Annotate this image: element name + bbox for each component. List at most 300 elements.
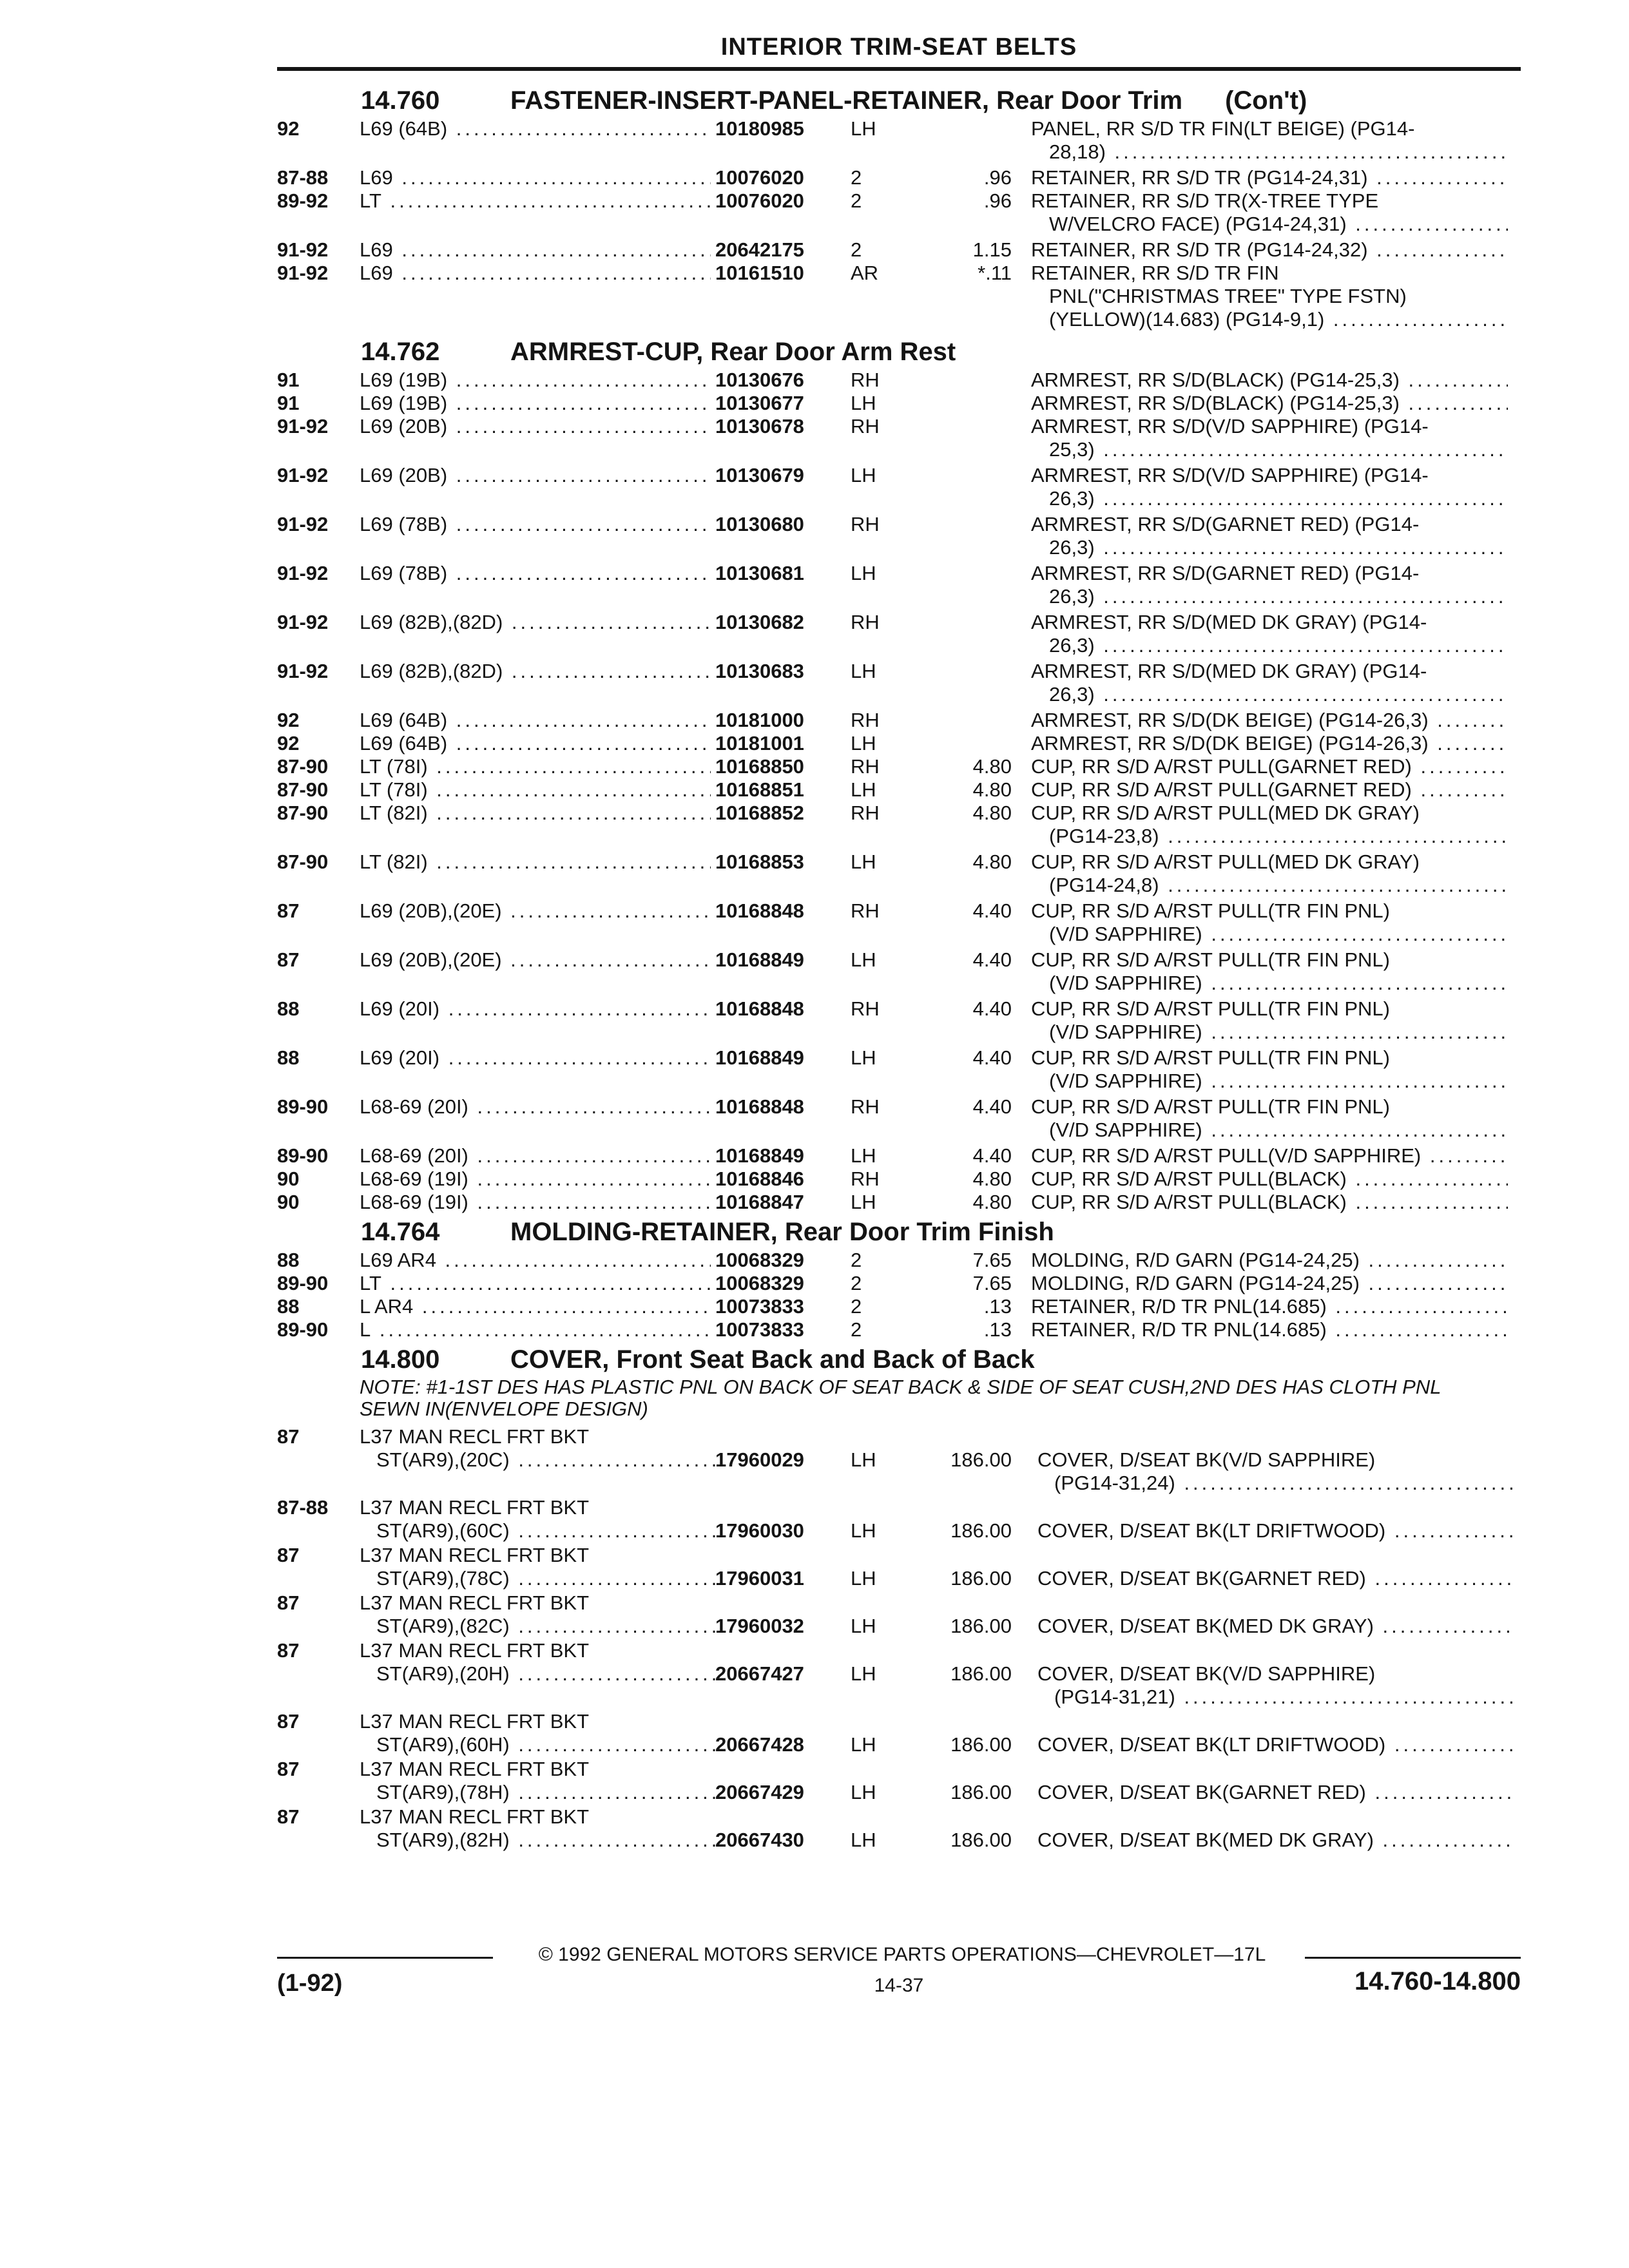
usage-line: RETAINER, RR S/D TR(X-TREE TYPE (1031, 189, 1379, 212)
part-number: 10068329 (715, 1272, 804, 1294)
part-number: 20667429 (715, 1781, 804, 1803)
usage-line: ARMREST, RR S/D(GARNET RED) (PG14- (1031, 562, 1420, 584)
model-years: 89-90 (277, 1095, 329, 1118)
part-number: 10168849 (715, 1144, 804, 1167)
page-title: INTERIOR TRIM-SEAT BELTS (720, 34, 1077, 61)
part-row (277, 189, 1521, 238)
usage-line: COVER, D/SEAT BK(MED DK GRAY) ..... (1037, 1829, 1514, 1852)
quantity-side: RH (851, 755, 880, 778)
application-description: L69 (20B) ..... (360, 464, 711, 487)
part-row (277, 562, 1521, 611)
application-line: L37 MAN RECL FRT BKT (360, 1639, 590, 1662)
usage-description (1031, 1318, 1508, 1341)
model-years: 91 (277, 392, 300, 414)
model-years: 87-90 (277, 778, 329, 801)
usage-line: 26,3) ..... (1031, 536, 1508, 559)
usage-description (1031, 660, 1508, 706)
application-description: L69 (64B) ..... (360, 732, 711, 755)
quantity-side: RH (851, 997, 880, 1020)
part-number: 10168850 (715, 755, 804, 778)
list-price: .96 (983, 166, 1012, 189)
model-years: 90 (277, 1168, 300, 1190)
list-price: 4.40 (972, 1144, 1012, 1167)
application-line: L37 MAN RECL FRT BKT (360, 1591, 590, 1614)
application-line: ST(AR9),(78H) ..... (360, 1781, 720, 1804)
part-row (277, 369, 1521, 392)
list-price: 4.80 (972, 778, 1012, 801)
model-years: 88 (277, 1249, 300, 1271)
quantity-side: RH (851, 369, 880, 391)
application-description: L68-69 (20I) ..... (360, 1095, 711, 1119)
model-years: 91-92 (277, 415, 329, 437)
part-row (277, 1710, 1521, 1758)
application-line: L37 MAN RECL FRT BKT (360, 1805, 590, 1828)
usage-description (1031, 611, 1508, 657)
usage-line: PNL("CHRISTMAS TREE" TYPE FSTN) (1049, 285, 1407, 307)
application-line: ST(AR9),(20H) ..... (360, 1662, 720, 1686)
application-description (360, 1805, 720, 1852)
application-description: L68-69 (19I) ..... (360, 1191, 711, 1214)
usage-line: RETAINER, R/D TR PNL(14.685) ..... (1031, 1295, 1508, 1318)
model-years: 87 (277, 1591, 300, 1614)
quantity-side: LH (851, 1781, 876, 1803)
part-row (277, 1295, 1521, 1318)
model-years: 88 (277, 997, 300, 1020)
part-number: 10130681 (715, 562, 804, 584)
usage-description (1031, 755, 1508, 778)
part-number: 10130676 (715, 369, 804, 391)
application-description (360, 1710, 720, 1756)
part-number: 10130678 (715, 415, 804, 437)
part-number: 10168848 (715, 997, 804, 1020)
usage-line: CUP, RR S/D A/RST PULL(TR FIN PNL) (1031, 997, 1390, 1020)
application-line: ST(AR9),(82H) ..... (360, 1829, 720, 1852)
usage-description (1031, 709, 1508, 732)
usage-description (1037, 1733, 1514, 1756)
model-years: 89-90 (277, 1272, 329, 1294)
list-price: 4.80 (972, 755, 1012, 778)
section-note: NOTE: #1-1ST DES HAS PLASTIC PNL ON BACK OF SEAT BACK & SIDE OF SEAT CUSH,2ND DES HAS CLOTH PNL SEWN IN(ENVELOPE DESIGN) (360, 1376, 1441, 1420)
usage-description (1031, 562, 1508, 608)
list-price: 186.00 (950, 1567, 1012, 1590)
usage-line: ARMREST, RR S/D(MED DK GRAY) (PG14- (1031, 660, 1427, 682)
quantity-side: LH (851, 1191, 876, 1213)
header-rule (277, 67, 1521, 71)
application-description: L69 ..... (360, 166, 711, 189)
model-years: 87-88 (277, 1496, 329, 1519)
quantity-side: RH (851, 1168, 880, 1190)
part-row (277, 899, 1521, 948)
part-row (277, 117, 1521, 166)
model-years: 87-90 (277, 850, 329, 873)
usage-description (1031, 513, 1508, 559)
usage-line: RETAINER, RR S/D TR (PG14-24,31) ..... (1031, 166, 1508, 189)
part-row (277, 1272, 1521, 1295)
list-price: .13 (983, 1295, 1012, 1318)
application-description: LT ..... (360, 189, 711, 213)
usage-line: 25,3) ..... (1031, 438, 1508, 461)
quantity-side: LH (851, 1662, 876, 1685)
part-row (277, 464, 1521, 513)
part-row (277, 1144, 1521, 1168)
application-description: L69 (82B),(82D) ..... (360, 611, 711, 634)
part-number: 10180985 (715, 117, 804, 140)
application-description (360, 1544, 720, 1590)
application-description: L69 (20I) ..... (360, 997, 711, 1021)
section-heading (277, 335, 1521, 369)
part-row (277, 1758, 1521, 1805)
application-description (360, 1758, 720, 1804)
part-row (277, 166, 1521, 189)
usage-description (1031, 464, 1508, 510)
usage-line: 26,3) ..... (1031, 585, 1508, 608)
usage-line: CUP, RR S/D A/RST PULL(V/D SAPPHIRE) ..... (1031, 1144, 1508, 1168)
part-row (277, 392, 1521, 415)
list-price: 7.65 (972, 1249, 1012, 1271)
usage-line: CUP, RR S/D A/RST PULL(BLACK) ..... (1031, 1168, 1508, 1191)
section-number: 14.762 (361, 338, 440, 366)
footer-rule-left (277, 1957, 493, 1959)
model-years: 91-92 (277, 611, 329, 633)
part-number: 20667430 (715, 1829, 804, 1851)
catalog-content (277, 82, 1521, 1853)
part-number: 10168849 (715, 1046, 804, 1069)
usage-description (1031, 899, 1508, 946)
section-heading (277, 1215, 1521, 1249)
part-number: 20667428 (715, 1733, 804, 1756)
part-number: 10130680 (715, 513, 804, 535)
quantity-side: LH (851, 1733, 876, 1756)
usage-line: CUP, RR S/D A/RST PULL(GARNET RED) ..... (1031, 778, 1508, 802)
quantity-side: 2 (851, 1295, 862, 1318)
list-price: 7.65 (972, 1272, 1012, 1294)
quantity-side: 2 (851, 189, 862, 212)
model-years: 87-88 (277, 166, 329, 189)
quantity-side: LH (851, 1519, 876, 1542)
usage-line: (V/D SAPPHIRE) ..... (1031, 1021, 1508, 1044)
publication-date: (1-92) (277, 1970, 343, 1997)
usage-line: 26,3) ..... (1031, 683, 1508, 706)
part-row (277, 1168, 1521, 1191)
application-description: L68-69 (19I) ..... (360, 1168, 711, 1191)
part-row (277, 262, 1521, 334)
part-row (277, 850, 1521, 899)
application-description: L69 AR4 ..... (360, 1249, 711, 1272)
usage-description (1037, 1519, 1514, 1542)
usage-line: 26,3) ..... (1031, 487, 1508, 510)
application-description: L69 ..... (360, 262, 711, 285)
usage-description (1031, 1095, 1508, 1142)
model-years: 87 (277, 1544, 300, 1566)
model-years: 89-92 (277, 189, 329, 212)
quantity-side: LH (851, 850, 876, 873)
section-number: 14.764 (361, 1218, 440, 1246)
usage-line: ARMREST, RR S/D(MED DK GRAY) (PG14- (1031, 611, 1427, 633)
quantity-side: RH (851, 415, 880, 437)
quantity-side: RH (851, 802, 880, 824)
part-number: 10130683 (715, 660, 804, 682)
usage-description (1031, 997, 1508, 1044)
part-number: 17960030 (715, 1519, 804, 1542)
quantity-side: 2 (851, 166, 862, 189)
application-description: L68-69 (20I) ..... (360, 1144, 711, 1168)
model-years: 92 (277, 732, 300, 754)
part-row (277, 802, 1521, 850)
quantity-side: LH (851, 562, 876, 584)
application-description: L69 (82B),(82D) ..... (360, 660, 711, 683)
usage-line: W/VELCRO FACE) (PG14-24,31) ..... (1031, 213, 1508, 236)
list-price: 4.40 (972, 948, 1012, 971)
section-title-text: ARMREST-CUP, Rear Door Arm Rest (510, 338, 956, 366)
list-price: 186.00 (950, 1519, 1012, 1542)
application-description: L69 (78B) ..... (360, 562, 711, 585)
part-row (277, 1639, 1521, 1710)
part-row (277, 660, 1521, 709)
quantity-side: LH (851, 1144, 876, 1167)
part-number: 10168848 (715, 1095, 804, 1118)
list-price: 4.40 (972, 997, 1012, 1020)
quantity-side: RH (851, 1095, 880, 1118)
usage-description (1031, 802, 1508, 848)
model-years: 87 (277, 1425, 300, 1448)
quantity-side: LH (851, 464, 876, 486)
usage-line: (V/D SAPPHIRE) ..... (1031, 972, 1508, 995)
usage-line: (PG14-31,21) ..... (1037, 1686, 1514, 1709)
list-price: .96 (983, 189, 1012, 212)
part-number: 10181000 (715, 709, 804, 731)
part-row (277, 732, 1521, 755)
usage-description (1031, 1272, 1508, 1295)
quantity-side: LH (851, 948, 876, 971)
usage-description (1037, 1829, 1514, 1852)
usage-line: ARMREST, RR S/D(BLACK) (PG14-25,3) ..... (1031, 392, 1508, 415)
usage-line: ARMREST, RR S/D(BLACK) (PG14-25,3) ..... (1031, 369, 1508, 392)
application-line: ST(AR9),(60C) ..... (360, 1519, 720, 1542)
model-years: 91-92 (277, 562, 329, 584)
usage-description (1031, 415, 1508, 461)
usage-line: (PG14-24,8) ..... (1031, 874, 1508, 897)
part-number: 17960031 (715, 1567, 804, 1590)
model-years: 91-92 (277, 660, 329, 682)
list-price: 4.40 (972, 899, 1012, 922)
usage-line: 28,18) ..... (1031, 140, 1508, 164)
part-row (277, 1191, 1521, 1214)
usage-line: PANEL, RR S/D TR FIN(LT BEIGE) (PG14- (1031, 117, 1415, 140)
model-years: 87 (277, 1805, 300, 1828)
part-row (277, 1046, 1521, 1095)
model-years: 92 (277, 709, 300, 731)
application-description: L ..... (360, 1318, 711, 1341)
application-description: L69 (19B) ..... (360, 369, 711, 392)
part-row (277, 1805, 1521, 1853)
model-years: 87-90 (277, 755, 329, 778)
part-row (277, 1249, 1521, 1272)
copyright-notice: © 1992 GENERAL MOTORS SERVICE PARTS OPERATIONS—CHEVROLET—17L (538, 1944, 1266, 1965)
usage-line: CUP, RR S/D A/RST PULL(GARNET RED) ..... (1031, 755, 1508, 778)
section-title-text: COVER, Front Seat Back and Back of Back (510, 1345, 1035, 1374)
usage-line: COVER, D/SEAT BK(GARNET RED) ..... (1037, 1567, 1514, 1590)
model-years: 87 (277, 899, 300, 922)
quantity-side: LH (851, 1448, 876, 1471)
part-row (277, 948, 1521, 997)
section-number: 14.800 (361, 1345, 440, 1374)
model-years: 88 (277, 1046, 300, 1069)
part-number: 10168848 (715, 899, 804, 922)
application-line: L37 MAN RECL FRT BKT (360, 1544, 590, 1566)
list-price: 4.40 (972, 1046, 1012, 1069)
list-price: 186.00 (950, 1615, 1012, 1637)
usage-line: CUP, RR S/D A/RST PULL(TR FIN PNL) (1031, 899, 1390, 922)
usage-description (1031, 1295, 1508, 1318)
usage-line: (V/D SAPPHIRE) ..... (1031, 923, 1508, 946)
part-row (277, 755, 1521, 778)
usage-line: CUP, RR S/D A/RST PULL(TR FIN PNL) (1031, 948, 1390, 971)
usage-description (1037, 1781, 1514, 1804)
quantity-side: 2 (851, 238, 862, 261)
model-years: 87 (277, 948, 300, 971)
application-description: L69 (20B),(20E) ..... (360, 899, 711, 923)
part-row (277, 1425, 1521, 1496)
application-line: L37 MAN RECL FRT BKT (360, 1758, 590, 1780)
part-row (277, 778, 1521, 802)
footer-rule-right (1305, 1957, 1521, 1959)
part-row (277, 415, 1521, 464)
usage-line: CUP, RR S/D A/RST PULL(MED DK GRAY) (1031, 850, 1420, 873)
usage-description (1031, 189, 1508, 236)
usage-line: ARMREST, RR S/D(V/D SAPPHIRE) (PG14- (1031, 415, 1429, 437)
usage-line: RETAINER, RR S/D TR (PG14-24,32) ..... (1031, 238, 1508, 262)
model-years: 89-90 (277, 1318, 329, 1341)
part-number: 20667427 (715, 1662, 804, 1685)
list-price: 4.80 (972, 1191, 1012, 1213)
quantity-side: LH (851, 1567, 876, 1590)
application-description: L AR4 ..... (360, 1295, 711, 1318)
usage-description (1031, 392, 1508, 415)
quantity-side: RH (851, 611, 880, 633)
list-price: 186.00 (950, 1781, 1012, 1803)
list-price: 4.80 (972, 1168, 1012, 1190)
usage-description (1031, 1191, 1508, 1214)
usage-line: RETAINER, R/D TR PNL(14.685) ..... (1031, 1318, 1508, 1341)
usage-line: (V/D SAPPHIRE) ..... (1031, 1119, 1508, 1142)
quantity-side: LH (851, 660, 876, 682)
quantity-side: 2 (851, 1272, 862, 1294)
application-description: L69 (64B) ..... (360, 117, 711, 140)
part-number: 10168849 (715, 948, 804, 971)
usage-line: ARMREST, RR S/D(GARNET RED) (PG14- (1031, 513, 1420, 535)
quantity-side: LH (851, 392, 876, 414)
list-price: .13 (983, 1318, 1012, 1341)
application-description (360, 1425, 720, 1472)
part-row (277, 709, 1521, 732)
application-line: L37 MAN RECL FRT BKT (360, 1425, 590, 1448)
part-row (277, 1095, 1521, 1144)
list-price: 4.40 (972, 1095, 1012, 1118)
application-line: L37 MAN RECL FRT BKT (360, 1710, 590, 1733)
part-row (277, 513, 1521, 562)
model-years: 91 (277, 369, 300, 391)
quantity-side: LH (851, 1046, 876, 1069)
model-years: 87 (277, 1639, 300, 1662)
usage-description (1031, 262, 1508, 331)
usage-line: CUP, RR S/D A/RST PULL(TR FIN PNL) (1031, 1046, 1390, 1069)
part-row (277, 1544, 1521, 1591)
usage-line: MOLDING, R/D GARN (PG14-24,25) ..... (1031, 1272, 1508, 1295)
part-number: 20642175 (715, 238, 804, 261)
application-description: L69 (78B) ..... (360, 513, 711, 536)
page-range: 14.760-14.800 (1354, 1967, 1521, 1995)
usage-line: COVER, D/SEAT BK(V/D SAPPHIRE) (1037, 1448, 1376, 1471)
part-row (277, 997, 1521, 1046)
application-description: L69 ..... (360, 238, 711, 262)
list-price: 186.00 (950, 1448, 1012, 1471)
usage-line: CUP, RR S/D A/RST PULL(TR FIN PNL) (1031, 1095, 1390, 1118)
part-number: 10168847 (715, 1191, 804, 1213)
application-description: L69 (20B),(20E) ..... (360, 948, 711, 972)
list-price: 186.00 (950, 1829, 1012, 1851)
model-years: 90 (277, 1191, 300, 1213)
part-number: 10073833 (715, 1318, 804, 1341)
part-row (277, 1591, 1521, 1639)
part-number: 10168853 (715, 850, 804, 873)
usage-description (1031, 1046, 1508, 1093)
usage-line: ARMREST, RR S/D(DK BEIGE) (PG14-26,3) ..... (1031, 709, 1508, 732)
part-row (277, 238, 1521, 262)
application-line: ST(AR9),(78C) ..... (360, 1567, 720, 1590)
usage-description (1031, 1144, 1508, 1168)
list-price: 186.00 (950, 1662, 1012, 1685)
quantity-side: RH (851, 899, 880, 922)
usage-description (1037, 1615, 1514, 1638)
quantity-side: LH (851, 732, 876, 754)
usage-line: RETAINER, RR S/D TR FIN (1031, 262, 1279, 284)
application-line: L37 MAN RECL FRT BKT (360, 1496, 590, 1519)
quantity-side: LH (851, 1615, 876, 1637)
model-years: 87-90 (277, 802, 329, 824)
quantity-side: RH (851, 709, 880, 731)
usage-line: CUP, RR S/D A/RST PULL(MED DK GRAY) (1031, 802, 1420, 824)
part-number: 10181001 (715, 732, 804, 754)
part-number: 10168852 (715, 802, 804, 824)
part-number: 10168851 (715, 778, 804, 801)
part-number: 10168846 (715, 1168, 804, 1190)
application-line: ST(AR9),(82C) ..... (360, 1615, 720, 1638)
usage-line: 26,3) ..... (1031, 634, 1508, 657)
list-price: 4.80 (972, 802, 1012, 824)
part-row (277, 1318, 1521, 1341)
usage-line: (PG14-23,8) ..... (1031, 825, 1508, 848)
part-number: 17960029 (715, 1448, 804, 1471)
usage-line: ARMREST, RR S/D(V/D SAPPHIRE) (PG14- (1031, 464, 1429, 486)
part-row (277, 1496, 1521, 1544)
model-years: 92 (277, 117, 300, 140)
usage-description (1031, 238, 1508, 262)
usage-description (1031, 948, 1508, 995)
list-price: 4.80 (972, 850, 1012, 873)
section-title (510, 1218, 1054, 1247)
part-number: 10130682 (715, 611, 804, 633)
section-title (510, 86, 1307, 115)
section-title (510, 338, 956, 367)
usage-line: ARMREST, RR S/D(DK BEIGE) (PG14-26,3) ..... (1031, 732, 1508, 755)
part-number: 10161510 (715, 262, 804, 284)
application-description: L69 (20B) ..... (360, 415, 711, 438)
usage-description (1031, 1168, 1508, 1191)
usage-line: MOLDING, R/D GARN (PG14-24,25) ..... (1031, 1249, 1508, 1272)
usage-description (1031, 369, 1508, 392)
usage-line: COVER, D/SEAT BK(LT DRIFTWOOD) ..... (1037, 1519, 1514, 1542)
usage-line: (V/D SAPPHIRE) ..... (1031, 1070, 1508, 1093)
